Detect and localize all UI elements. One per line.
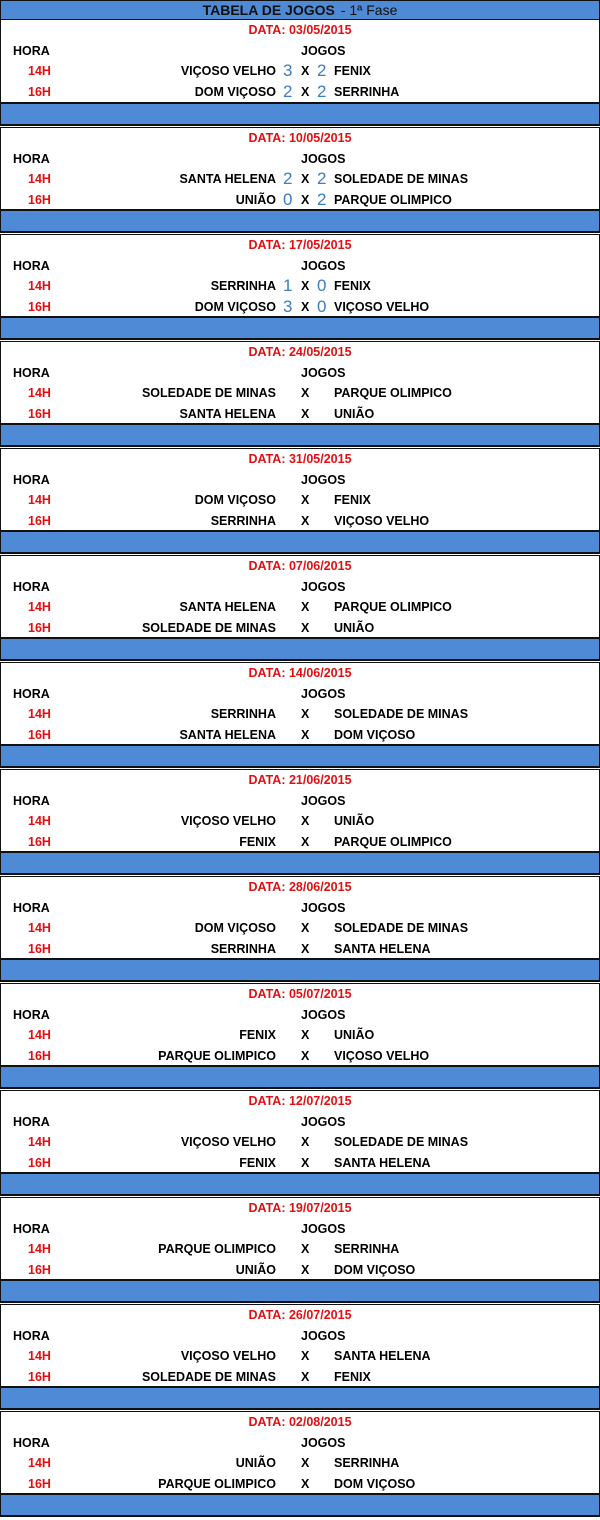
game-row [1, 490, 599, 511]
round-date: DATA: 19/07/2015 [248, 1201, 352, 1215]
hora-label: HORA [13, 258, 50, 273]
game-time: 14H [28, 386, 51, 400]
game-time: 16H [28, 1262, 51, 1277]
table-subtitle: - 1ª Fase [340, 2, 398, 18]
column-header-row [1, 149, 599, 170]
game-time: 16H [28, 834, 51, 849]
game-row [1, 383, 599, 404]
home-team: DOM VIÇOSO [194, 84, 276, 99]
away-team: FENIX [334, 493, 371, 507]
game-row [1, 61, 599, 82]
jogos-label: JOGOS [301, 1328, 346, 1343]
versus-mark: X [301, 1155, 310, 1170]
away-team: DOM VIÇOSO [334, 1476, 416, 1491]
away-team: DOM VIÇOSO [334, 727, 416, 742]
home-team: SOLEDADE DE MINAS [141, 1369, 276, 1384]
away-team: PARQUE OLIMPICO [334, 600, 452, 614]
versus-mark: X [301, 406, 310, 421]
away-score: 0 [317, 276, 327, 295]
column-header-row [1, 1112, 599, 1133]
versus-mark: X [301, 386, 310, 400]
game-time: 14H [28, 1242, 51, 1256]
hora-label: HORA [13, 1328, 50, 1343]
versus-mark: X [301, 1028, 310, 1042]
home-team: SANTA HELENA [179, 600, 276, 614]
game-time: 16H [28, 941, 51, 956]
game-row [1, 297, 599, 318]
round-date: DATA: 05/07/2015 [248, 987, 352, 1001]
home-score: 3 [283, 296, 293, 316]
round-box [0, 876, 600, 960]
game-row [1, 918, 599, 939]
column-header-row [1, 41, 599, 62]
round-box [0, 127, 600, 211]
versus-mark: X [301, 493, 310, 507]
column-header-row [1, 470, 599, 491]
column-header-row [1, 1005, 599, 1026]
game-time: 16H [28, 1369, 51, 1384]
jogos-label: JOGOS [301, 43, 346, 58]
versus-mark: X [301, 814, 310, 828]
home-team: SANTA HELENA [179, 406, 276, 421]
home-team: UNIÃO [235, 1456, 276, 1470]
game-time: 14H [28, 707, 51, 721]
away-team: SANTA HELENA [334, 941, 431, 956]
game-time: 16H [28, 406, 51, 421]
away-team: SERRINHA [334, 84, 400, 99]
away-team: SOLEDADE DE MINAS [334, 921, 469, 935]
game-time: 14H [28, 1028, 51, 1042]
hora-label: HORA [13, 579, 50, 594]
round-block [0, 662, 600, 769]
away-team: VIÇOSO VELHO [334, 1048, 430, 1063]
home-score: 1 [283, 276, 293, 295]
rounds-list [0, 20, 600, 1518]
home-team: PARQUE OLIMPICO [158, 1242, 276, 1256]
game-row [1, 190, 599, 211]
round-date: DATA: 28/06/2015 [248, 880, 352, 894]
home-team: FENIX [239, 834, 276, 849]
game-row [1, 1474, 599, 1495]
table-header [0, 0, 600, 20]
separator-band [0, 211, 600, 233]
away-team: VIÇOSO VELHO [334, 299, 430, 314]
round-date: DATA: 12/07/2015 [248, 1094, 352, 1108]
jogos-label: JOGOS [301, 1114, 346, 1129]
home-team: SERRINHA [210, 707, 276, 721]
column-header-row [1, 577, 599, 598]
round-box [0, 769, 600, 853]
round-box [0, 1411, 600, 1495]
round-block [0, 1197, 600, 1304]
round-block [0, 1411, 600, 1518]
away-team: FENIX [334, 279, 371, 293]
game-row [1, 1453, 599, 1474]
away-team: FENIX [334, 1369, 371, 1384]
away-team: VIÇOSO VELHO [334, 513, 430, 528]
versus-mark: X [301, 921, 310, 935]
versus-mark: X [301, 1135, 310, 1149]
versus-mark: X [301, 513, 310, 528]
versus-mark: X [301, 84, 310, 99]
game-row [1, 832, 599, 853]
game-row [1, 939, 599, 960]
round-block [0, 341, 600, 448]
game-time: 16H [28, 84, 51, 99]
round-box [0, 1304, 600, 1388]
separator-band [0, 1495, 600, 1517]
game-time: 14H [28, 1349, 51, 1363]
versus-mark: X [301, 299, 310, 314]
round-box [0, 234, 600, 318]
column-header-row [1, 684, 599, 705]
hora-label: HORA [13, 1007, 50, 1022]
jogos-label: JOGOS [301, 900, 346, 915]
game-time: 16H [28, 513, 51, 528]
game-time: 14H [28, 814, 51, 828]
hora-label: HORA [13, 1435, 50, 1450]
jogos-label: JOGOS [301, 472, 346, 487]
round-block [0, 1090, 600, 1197]
home-team: DOM VIÇOSO [194, 921, 276, 935]
away-score: 2 [317, 189, 327, 209]
game-row [1, 1239, 599, 1260]
round-box [0, 662, 600, 746]
home-team: PARQUE OLIMPICO [158, 1048, 276, 1063]
versus-mark: X [301, 707, 310, 721]
round-block [0, 20, 600, 127]
home-team: SERRINHA [210, 513, 276, 528]
jogos-label: JOGOS [301, 793, 346, 808]
hora-label: HORA [13, 1221, 50, 1236]
game-row [1, 1346, 599, 1367]
home-score: 2 [283, 81, 293, 101]
game-time: 16H [28, 1476, 51, 1491]
game-row [1, 811, 599, 832]
versus-mark: X [301, 620, 310, 635]
round-date: DATA: 26/07/2015 [248, 1308, 352, 1322]
separator-band [0, 639, 600, 661]
game-time: 14H [28, 1456, 51, 1470]
jogos-label: JOGOS [301, 579, 346, 594]
away-score: 0 [317, 296, 327, 316]
home-team: VIÇOSO VELHO [180, 814, 276, 828]
home-score: 3 [283, 61, 293, 80]
round-date: DATA: 31/05/2015 [248, 452, 352, 466]
home-team: FENIX [239, 1028, 276, 1042]
away-score: 2 [317, 169, 327, 188]
jogos-label: JOGOS [301, 1007, 346, 1022]
home-score: 2 [283, 169, 293, 188]
away-team: UNIÃO [334, 620, 375, 635]
versus-mark: X [301, 727, 310, 742]
away-score: 2 [317, 81, 327, 101]
game-time: 16H [28, 192, 51, 207]
hora-label: HORA [13, 151, 50, 166]
column-header-row [1, 1433, 599, 1454]
separator-band [0, 1174, 600, 1196]
game-row [1, 1132, 599, 1153]
game-row [1, 725, 599, 746]
game-row [1, 276, 599, 297]
game-time: 14H [28, 921, 51, 935]
game-row [1, 82, 599, 103]
round-box [0, 555, 600, 639]
home-team: UNIÃO [235, 192, 276, 207]
round-date: DATA: 24/05/2015 [248, 345, 352, 359]
round-date: DATA: 03/05/2015 [248, 23, 352, 37]
jogos-label: JOGOS [301, 258, 346, 273]
game-row [1, 704, 599, 725]
game-row [1, 1025, 599, 1046]
round-date: DATA: 07/06/2015 [248, 559, 352, 573]
away-team: DOM VIÇOSO [334, 1262, 416, 1277]
versus-mark: X [301, 1242, 310, 1256]
hora-label: HORA [13, 365, 50, 380]
versus-mark: X [301, 1369, 310, 1384]
separator-band [0, 104, 600, 126]
away-team: PARQUE OLIMPICO [334, 386, 452, 400]
game-time: 14H [28, 64, 51, 78]
round-box [0, 1197, 600, 1281]
game-row [1, 1046, 599, 1067]
separator-band [0, 532, 600, 554]
versus-mark: X [301, 64, 310, 78]
jogos-label: JOGOS [301, 151, 346, 166]
home-team: VIÇOSO VELHO [180, 1349, 276, 1363]
game-row [1, 1367, 599, 1388]
separator-band [0, 853, 600, 875]
game-time: 14H [28, 493, 51, 507]
away-team: PARQUE OLIMPICO [334, 192, 452, 207]
home-team: SERRINHA [210, 279, 276, 293]
home-team: SOLEDADE DE MINAS [141, 386, 276, 400]
home-team: SOLEDADE DE MINAS [141, 620, 276, 635]
round-date: DATA: 02/08/2015 [248, 1415, 352, 1429]
home-team: VIÇOSO VELHO [180, 64, 276, 78]
home-score: 0 [283, 189, 293, 209]
home-team: DOM VIÇOSO [194, 493, 276, 507]
round-date: DATA: 17/05/2015 [248, 238, 352, 252]
round-block [0, 769, 600, 876]
away-team: SERRINHA [334, 1242, 400, 1256]
versus-mark: X [301, 1048, 310, 1063]
home-team: DOM VIÇOSO [194, 299, 276, 314]
round-date: DATA: 21/06/2015 [248, 773, 352, 787]
away-team: SERRINHA [334, 1456, 400, 1470]
round-box [0, 341, 600, 425]
round-box [0, 20, 600, 104]
separator-band [0, 960, 600, 982]
round-box [0, 448, 600, 532]
round-date: DATA: 10/05/2015 [248, 131, 352, 145]
column-header-row [1, 898, 599, 919]
away-team: SOLEDADE DE MINAS [334, 707, 469, 721]
away-score: 2 [317, 61, 327, 80]
hora-label: HORA [13, 793, 50, 808]
versus-mark: X [301, 1349, 310, 1363]
versus-mark: X [301, 941, 310, 956]
table-title: TABELA DE JOGOS [202, 2, 335, 18]
game-time: 16H [28, 727, 51, 742]
hora-label: HORA [13, 686, 50, 701]
jogos-label: JOGOS [301, 365, 346, 380]
separator-band [0, 425, 600, 447]
versus-mark: X [301, 192, 310, 207]
separator-band [0, 746, 600, 768]
game-row [1, 1260, 599, 1281]
round-box [0, 983, 600, 1067]
round-block [0, 234, 600, 341]
game-row [1, 404, 599, 425]
home-team: UNIÃO [235, 1262, 276, 1277]
versus-mark: X [301, 1262, 310, 1277]
round-box [0, 1090, 600, 1174]
hora-label: HORA [13, 900, 50, 915]
away-team: FENIX [334, 64, 371, 78]
separator-band [0, 1281, 600, 1303]
round-block [0, 448, 600, 555]
home-team: VIÇOSO VELHO [180, 1135, 276, 1149]
round-block [0, 983, 600, 1090]
game-time: 14H [28, 172, 51, 186]
home-team: SANTA HELENA [179, 727, 276, 742]
hora-label: HORA [13, 472, 50, 487]
game-time: 14H [28, 600, 51, 614]
versus-mark: X [301, 600, 310, 614]
game-time: 16H [28, 1048, 51, 1063]
away-team: SOLEDADE DE MINAS [334, 1135, 469, 1149]
game-row [1, 618, 599, 639]
separator-band [0, 1388, 600, 1410]
column-header-row [1, 1219, 599, 1240]
game-time: 14H [28, 279, 51, 293]
game-row [1, 597, 599, 618]
game-time: 16H [28, 1155, 51, 1170]
away-team: UNIÃO [334, 814, 375, 828]
home-team: FENIX [239, 1155, 276, 1170]
versus-mark: X [301, 1456, 310, 1470]
game-time: 16H [28, 620, 51, 635]
jogos-label: JOGOS [301, 1221, 346, 1236]
hora-label: HORA [13, 43, 50, 58]
column-header-row [1, 791, 599, 812]
game-time: 14H [28, 1135, 51, 1149]
game-row [1, 1153, 599, 1174]
round-date: DATA: 14/06/2015 [248, 666, 352, 680]
separator-band [0, 318, 600, 340]
versus-mark: X [301, 279, 310, 293]
jogos-label: JOGOS [301, 686, 346, 701]
away-team: UNIÃO [334, 1028, 375, 1042]
away-team: SANTA HELENA [334, 1155, 431, 1170]
column-header-row [1, 363, 599, 384]
game-row [1, 169, 599, 190]
column-header-row [1, 256, 599, 277]
column-header-row [1, 1326, 599, 1347]
away-team: SOLEDADE DE MINAS [334, 172, 469, 186]
jogos-label: JOGOS [301, 1435, 346, 1450]
separator-band [0, 1067, 600, 1089]
versus-mark: X [301, 172, 310, 186]
away-team: SANTA HELENA [334, 1349, 431, 1363]
away-team: PARQUE OLIMPICO [334, 834, 452, 849]
round-block [0, 555, 600, 662]
home-team: SERRINHA [210, 941, 276, 956]
game-row [1, 511, 599, 532]
away-team: UNIÃO [334, 406, 375, 421]
game-time: 16H [28, 299, 51, 314]
round-block [0, 1304, 600, 1411]
round-block [0, 876, 600, 983]
versus-mark: X [301, 1476, 310, 1491]
home-team: PARQUE OLIMPICO [158, 1476, 276, 1491]
home-team: SANTA HELENA [179, 172, 276, 186]
hora-label: HORA [13, 1114, 50, 1129]
round-block [0, 127, 600, 234]
versus-mark: X [301, 834, 310, 849]
